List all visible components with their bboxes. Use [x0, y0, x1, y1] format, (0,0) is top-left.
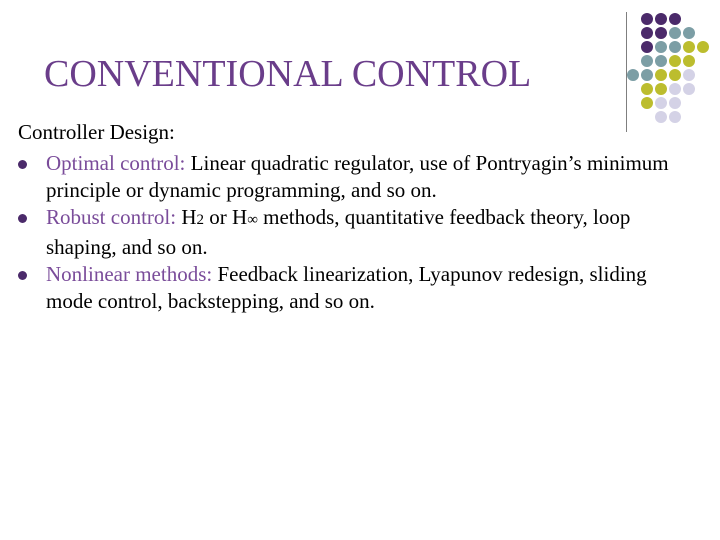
dot — [641, 13, 653, 25]
item-text-or: or H — [209, 205, 248, 229]
dot — [655, 13, 667, 25]
list-item — [18, 150, 698, 204]
section-heading: Controller Design: — [18, 120, 175, 144]
dot — [669, 41, 681, 53]
dot — [683, 69, 695, 81]
bullet-icon — [18, 271, 27, 280]
item-text-h: H — [181, 205, 197, 229]
item-lead: Robust control: — [46, 205, 177, 229]
dot — [641, 55, 653, 67]
dot — [627, 69, 639, 81]
dot — [655, 27, 667, 39]
item-text: methods, quantitative feedback theory, loop shaping, and so on. — [46, 205, 631, 259]
dot — [641, 27, 653, 39]
subscript: ∞ — [247, 212, 258, 228]
dot — [655, 55, 667, 67]
list-item — [18, 261, 698, 315]
dot — [655, 41, 667, 53]
dot — [641, 69, 653, 81]
dot — [669, 13, 681, 25]
list-item — [18, 204, 698, 261]
dot — [655, 97, 667, 109]
dot — [655, 83, 667, 95]
dot — [669, 111, 681, 123]
dot — [683, 41, 695, 53]
dot — [669, 83, 681, 95]
item-text: Feedback linearization, Lyapunov redesign, sliding mode control, backstepping, and so on. — [46, 262, 647, 313]
item-lead: Nonlinear methods: — [46, 262, 213, 286]
vertical-divider — [626, 12, 627, 132]
dot — [655, 111, 667, 123]
slide-title: CONVENTIONAL CONTROL — [44, 53, 532, 95]
dot — [669, 97, 681, 109]
item-lead: Optimal control: — [46, 151, 186, 175]
bullet-list — [18, 150, 698, 315]
dot — [669, 55, 681, 67]
bullet-icon — [18, 214, 27, 223]
dot — [683, 55, 695, 67]
dot — [641, 97, 653, 109]
dot — [641, 83, 653, 95]
dot — [655, 69, 667, 81]
item-text: Linear quadratic regulator, use of Pontryagin’s minimum principle or dynamic programming, and so on. — [46, 151, 669, 202]
dot — [683, 83, 695, 95]
subscript: 2 — [196, 212, 205, 228]
dot — [697, 41, 709, 53]
dot — [683, 27, 695, 39]
dot — [641, 41, 653, 53]
bullet-icon — [18, 160, 27, 169]
dot — [669, 27, 681, 39]
dot — [669, 69, 681, 81]
